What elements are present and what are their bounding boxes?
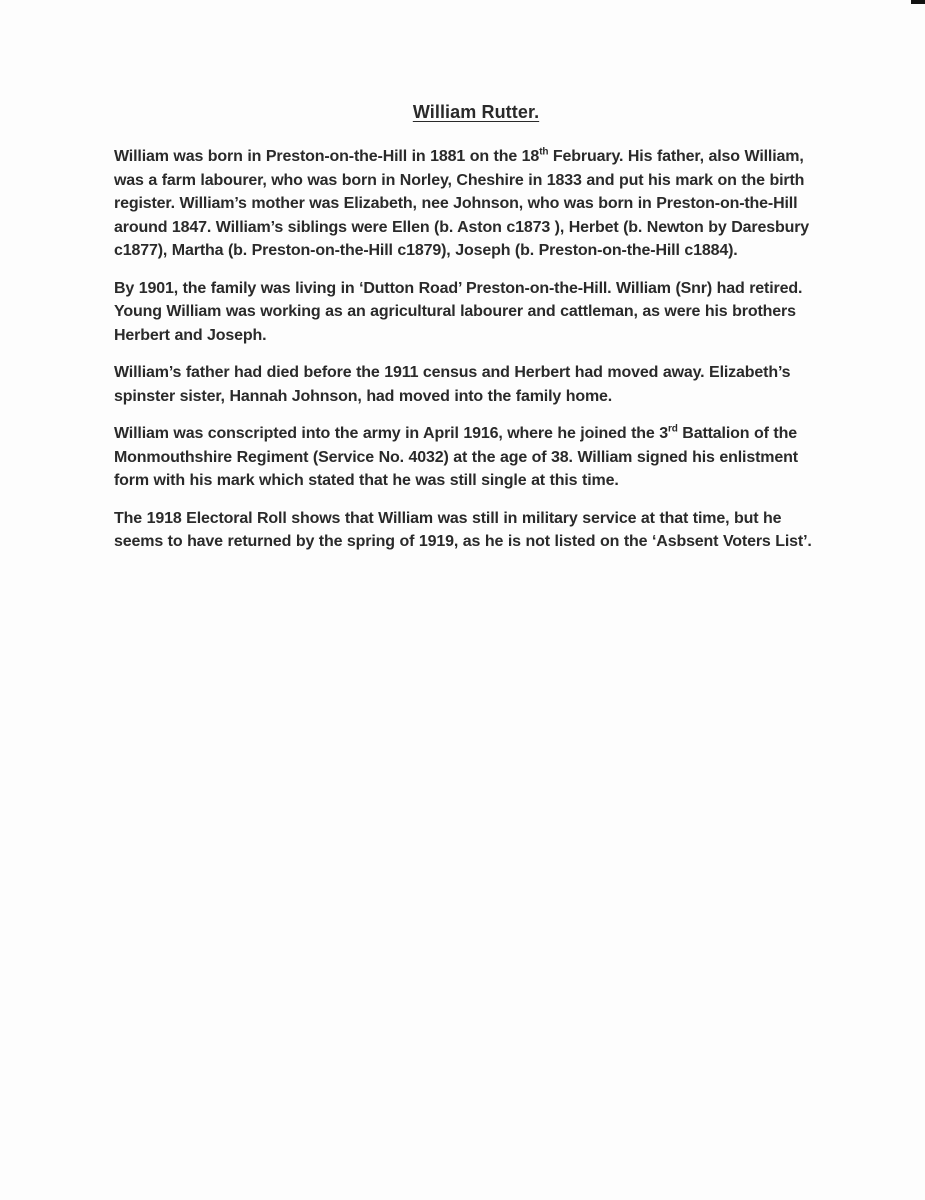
superscript: th bbox=[539, 146, 549, 158]
superscript: rd bbox=[668, 423, 678, 435]
paragraph-text: William’s father had died before the 1911 census and Herbert had moved away. Elizabeth’s spinster sister, Hannah Johnson, had moved into the family home. bbox=[114, 364, 791, 405]
paragraph-military-service bbox=[114, 422, 814, 493]
scan-edge-mark bbox=[911, 0, 925, 4]
paragraph-text: William was born in Preston-on-the-Hill in 1881 on the 18 bbox=[114, 148, 540, 165]
paragraph-text: The 1918 Electoral Roll shows that William was still in military service at that time, but he seems to have returned by the spring of 1919, as he is not listed on the ‘Asbsent Voters List’. bbox=[114, 509, 812, 550]
paragraph-text: Battalion of the Monmouthshire Regiment (Service No. 4032) at the age of 38. William signed his enlistment form with his mark which stated that he was still single at this time. bbox=[114, 425, 798, 489]
paragraph-1911-census bbox=[114, 361, 814, 408]
paragraph-text: William was conscripted into the army in April 1916, where he joined the 3 bbox=[114, 425, 668, 442]
paragraph-text: By 1901, the family was living in ‘Dutton Road’ Preston-on-the-Hill. William (Snr) had retired. Young William was working as an agricultural labourer and cattleman, as were his brothers Herbert and Joseph. bbox=[114, 279, 803, 344]
paragraph-electoral-roll bbox=[114, 507, 814, 554]
paragraph-1901-census bbox=[114, 277, 814, 348]
paragraph-text: February. His father, also William, was a farm labourer, who was born in Norley, Cheshire in 1833 and put his mark on the birth register. William’s mother was Elizabeth, nee Johnson, who was born in Preston-on-the-Hill around 1847. William’s siblings were Ellen (b. Aston c1873 ), Herbet (b. Newton by Daresbury c1877), Martha (b. Preston-on-the-Hill c1879), Joseph (b. Preston-on-the-Hill c1884). bbox=[114, 148, 810, 259]
paragraph-birth-family bbox=[114, 145, 814, 263]
document-title: William Rutter. bbox=[412, 102, 540, 122]
document-body bbox=[114, 102, 814, 568]
